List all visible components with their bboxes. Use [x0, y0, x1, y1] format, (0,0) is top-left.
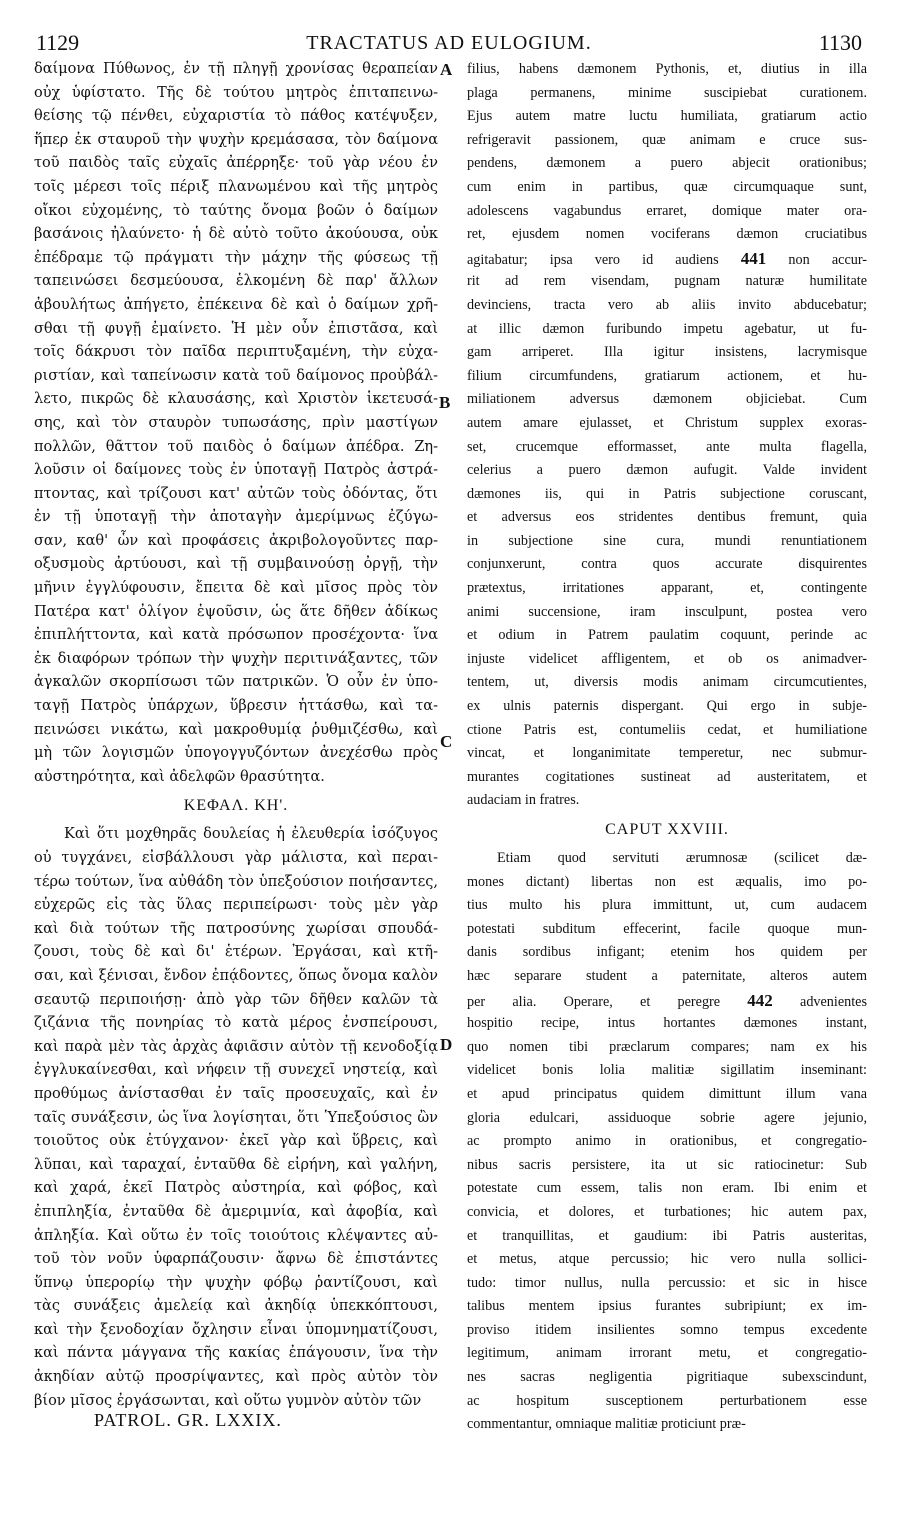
greek-paragraph-2 [34, 823, 438, 1413]
margin-letter-c: C [440, 732, 453, 751]
latin-paragraph-2 [467, 847, 867, 1437]
text-line: videlicet bonis lolia malitiæ sigillatim inseminant: [467, 1062, 867, 1079]
text-line: prætextus, irritationes apparant, et, contingente [467, 580, 867, 597]
text-line: ctione Patris est, contumeliis cedat, et humiliatione [467, 721, 867, 738]
text-line: ἐπιπληξία, ἐνταῦθα δὲ ἀμεριμνία, καὶ ἀφοβία, καὶ [34, 1203, 438, 1220]
text-line: Ejus autem matre luctu humiliata, gratiarum actio [467, 108, 867, 125]
text-line: cum enim in partibus, quæ circumquaque sunt, [467, 178, 867, 195]
text-line: celerius a puero dæmon aufugit. Valde invident [467, 462, 867, 479]
text-line: devinciens, tracta vero ab aliis invito abducebatur; [467, 296, 867, 313]
text-line: ριστίαν, καὶ ταπείνωσιν κατὰ τοῦ δαίμονος προὐβάλ- [34, 367, 438, 384]
text-line: refrigeravit passionem, quæ animam e cruce sus- [467, 131, 867, 148]
text-line: filium circumfundens, gratiarum actionem, et hu- [467, 367, 867, 384]
text-line: ὕπνῳ ὑπερορίῳ τὴν ψυχὴν φόβῳ ῥαντίζουσι, καὶ [34, 1274, 438, 1291]
text-line: μὴ τῶν λογισμῶν ὑπογογγυζόντων ἀνεχέσθω πρὸς [34, 745, 438, 762]
text-line: ἐπέδραμε τῷ πράγματι τὴν μάχην τῆς φύσεως τῇ [34, 249, 438, 266]
text-line: ἐγγλυκαίνεσθαι, καὶ νήφειν τῇ συνεχεῖ νηστείᾳ, καὶ [34, 1062, 438, 1079]
text-line: conjunxerunt, contra quos accurate disquirentes [467, 556, 867, 573]
text-line: potestate cum essem, talis non eram. Ibi enim et [467, 1180, 867, 1197]
text-line: et tranquillitas, et gaudium: ibi Patris austeritas, [467, 1227, 867, 1244]
latin-column [467, 58, 867, 1437]
text-line: πτοντας, καὶ τρίζουσι κατ' αὐτῶν τοὺς ὀδόντας, ὅτι [34, 485, 438, 502]
text-line: hæc separare student a paternitate, alteros autem [467, 967, 867, 984]
margin-letter-b: B [439, 393, 451, 412]
page-footer: PATROL. GR. LXXIX. [94, 1410, 282, 1430]
text-line: et adversus eos stridentes dentibus fremunt, quia [467, 509, 867, 526]
text-line: dæmones iis, qui in Patris subjectione coruscant, [467, 485, 867, 502]
text-line: εὐχερῶς εἰς τὰς ὕλας περιπείρωσι· τοὺς μὲν γὰρ [34, 897, 438, 914]
text-line: vincat, et longanimitate temperetur, nec submur- [467, 745, 867, 762]
text-line: miliationem adversus dæmonem objiciebat. Cum [467, 391, 867, 408]
text-line: ἐπιπλήττοντα, καὶ κατὰ πρόσωπον προσέχοντα· ἵνα [34, 627, 438, 644]
text-line: τοῦ τὸν νοῦν ὑφαρπάζουσιν· ἄφνω δὲ ἐπιστάντες [34, 1251, 438, 1268]
text-line: adolescens vagabundus erraret, domique mater ora- [467, 202, 867, 219]
text-line: quo nomen tibi præclarum compares; nam ex his [467, 1038, 867, 1055]
text-line: filius, habens dæmonem Pythonis, et, diutius in illa [467, 61, 867, 77]
text-line: τὰς συνάξεις ἀμελείᾳ καὶ ἀκηδίᾳ ὑπεκκόπτουσι, [34, 1298, 438, 1315]
text-line: Καὶ ὅτι μοχθηρᾶς δουλείας ἡ ἐλευθερία ἰσόζυγος [64, 826, 438, 843]
text-line: ζιζάνια τῆς πονηρίας τὸ κατὰ μέρος ἐνσπείρουσι, [34, 1015, 438, 1032]
text-line: ἐν τῇ ὑποταγῇ τὴν ἀποταγὴν ἀμερίμνως ἐζύγω- [34, 509, 438, 526]
text-line: nibus sacris persistere, ita ut sic ratiocinetur: Sub [467, 1156, 867, 1173]
text-line: audaciam in fratres. [467, 792, 580, 809]
text-line: ζουσι, τοὺς δὲ καὶ δι' ἑτέρων. Ἐργάσαι, καὶ κτῆ- [34, 944, 438, 961]
text-line: ἀκηδίαν αὐτῷ προσρίψαντες, καὶ πρὸς αὐτὸν τὸν [34, 1369, 438, 1386]
text-line: λετο, πικρῶς δὲ κλαυσάσης, καὶ Χριστὸν ἱκετευσά- [34, 391, 438, 408]
text-line: potestati subditum effecerint, facile quoque mun- [467, 920, 867, 937]
text-line: Etiam quod servituti ærumnosæ (scilicet dæ- [497, 850, 867, 866]
text-line: proviso itidem insilientes somno tempus excedente [467, 1321, 867, 1338]
text-line: λῦπαι, καὶ ταραχαί, ἐνταῦθα δὲ εἰρήνη, καὶ γαλήνη, [34, 1156, 438, 1173]
text-line: καὶ παρὰ μὲν τὰς ἀρχὰς ἀφιᾶσιν αὐτὸν τῇ κενοδοξίᾳ [34, 1038, 438, 1055]
text-line: βασάνοις ἠλαύνετο· ἡ δὲ αὐτὸ τοῦτο ἀκούουσα, οὐκ [34, 226, 438, 243]
text-line: per alia. Operare, et peregre 442 advenientes [467, 990, 867, 1010]
text-line: convicia, et dolores, et turbationes; hic autem pax, [467, 1203, 867, 1220]
margin-letter-d: D [440, 1035, 453, 1054]
text-line: σαι, καὶ ξένισαι, ἔνδον ἐπᾴδοντες, ὅπως ὄνομα καλὸν [34, 967, 438, 984]
page-number-right: 1130 [818, 30, 862, 55]
text-line: οξυσμοὺς ἀρτύουσι, καὶ τῇ συμβαινούσῃ ὀργῇ, τὴν [34, 556, 438, 573]
text-line: τοῖς δάκρυσι τὸν παῖδα περιπτυξαμένη, τὴν εὐχα- [34, 344, 438, 361]
text-line: καὶ διὰ τούτων τῆς πατροσύνης χωρίσαι σπουδά- [34, 920, 438, 937]
column-number: 441 [740, 248, 767, 268]
text-line: agitabatur; ipsa vero id audiens 441 non accur- [467, 248, 867, 268]
text-line: οὐ τυγχάνει, εἰσβάλλουσι γὰρ μάλιστα, καὶ περαι- [34, 850, 438, 866]
text-line: τοῖς μέρεσι τοῖς πέριξ πλανωμένου καὶ τῆς μητρὸς [34, 178, 438, 195]
text-line: danis sordibus infigant; etenim hos quidem per [467, 944, 867, 961]
text-line: plaga permanens, minime suscipiebat curationem. [467, 84, 867, 101]
text-line: rit ad rem visendam, pugnam naturæ humilitate [467, 273, 867, 290]
text-line: et metus, atque percussio; hic vero nulla sollici- [467, 1251, 867, 1268]
text-line: ταῖς συνάξεσιν, ὡς ἵνα λογίσηται, ὅτι Ὑπεξούσιος ὢν [34, 1109, 438, 1126]
greek-paragraph-1 [34, 58, 438, 789]
text-line: σθαι τῇ φυγῇ ἐμαίνετο. Ἡ μὲν οὖν ἐπιστᾶσα, καὶ [34, 320, 438, 337]
text-line: tentem, ut, diversis modis animam circumcutientes, [467, 674, 867, 691]
text-line: ac prompto animo in orationibus, et congregatio- [467, 1133, 867, 1150]
text-line: μῆνιν ἐγγλύφουσιν, ἔπειτα δὲ καὶ μῖσος πρὸς τὸν [34, 580, 438, 597]
text-line: nes sacras negligentia pigritiaque subexscindunt, [467, 1369, 867, 1386]
text-line: οὐχ ὑφίστατο. Τῆς δὲ τούτου μητρὸς ἐπιταπεινω- [34, 84, 438, 101]
text-line: αὐστηρότητα, καὶ ἀδελφῶν θρασύτητα. [34, 768, 325, 785]
text-line: at illic dæmon furibundo impetu agebatur, ut fu- [467, 320, 867, 337]
text-line: mones dictant) libertas non est æqualis, imo po- [467, 873, 867, 890]
text-line: σης, καὶ τὸν σταυρὸν τυπωσάσης, πρὶν μαστίγων [34, 414, 438, 431]
text-line: τοιοῦτος οὐκ ἐτύγχανον· ἐκεῖ γὰρ καὶ ὕβρεις, καὶ [34, 1133, 438, 1150]
text-line: πολλῶν, θᾶττον τοῦ παιδὸς ὁ δαίμων ἀπέδρα. Ζη- [34, 438, 438, 455]
greek-chapter-heading: ΚΕΦΑΛ. ΚΗ'. [183, 797, 289, 815]
text-line: talibus mentem ipsius furantes subripiunt; ex im- [467, 1298, 867, 1315]
greek-column [34, 58, 438, 1413]
text-line: et odium in Patrem paulatim coquunt, perinde ac [467, 627, 867, 644]
text-line: tudo: timor nullus, nulla percussio: et sic in hisce [467, 1274, 867, 1291]
text-line: in subjectione sine cura, mundi renuntiationem [467, 532, 867, 549]
latin-chapter-heading: CAPUT XXVIII. [605, 821, 729, 838]
text-line: legitimum, animam irrorant metu, et congregatio- [467, 1345, 867, 1362]
running-header [36, 30, 862, 56]
text-line: καὶ τὴν ξενοδοχίαν ὄχλησιν εἶναι ὑπομνηματίζουσι, [34, 1321, 438, 1338]
page-number-left: 1129 [36, 30, 80, 55]
text-line: Πατέρα κατ' ὀλίγον ἑψοῦσιν, ὡς ἅτε δῆθεν ἀδίκως [34, 603, 438, 620]
text-line: λοῦσιν οἱ δαίμονες τοὺς ἐν ὑποταγῇ Πατρὸς ἀστρά- [34, 462, 438, 479]
text-line: autem amare ejulasset, et Christum supplex exoras- [467, 414, 867, 431]
text-line: ταγῇ Πατρὸς ὑπάρχων, ὕβρεσιν ἡττάσθω, καὶ τα- [34, 698, 438, 715]
text-line: ταπεινώσει δεσμεύουσα, ἑλκομένη δὲ παρ' ἄλλων [34, 273, 438, 290]
text-line: set, crucemque efformasset, ante multa flagella, [467, 438, 867, 455]
text-line: τοῦ παιδὸς ταῖς εὐχαῖς ἀπέρρηξε· τοῦ γὰρ νέου ἐν [34, 155, 438, 172]
text-line: οἴκοι εὐχομένης, τὸ ταύτης ὄνομα βοῶν ὁ δαίμων [34, 202, 438, 219]
text-line: θείσης τῷ πένθει, εὐχαριστία τὸ πάθος κατέψυξεν, [34, 108, 438, 125]
text-line: σαν, καθ' ὧν καὶ προφάσεις ἀκριβολογοῦντες παρ- [34, 532, 438, 549]
text-line: animi succensione, iram insculpunt, postea vero [467, 603, 867, 620]
text-line: ret, ejusdem nomen vociferans dæmon cruciatibus [467, 226, 867, 243]
margin-letter-a: A [440, 60, 453, 79]
text-line: βίον μῖσος ἐργάσωνται, καὶ οὕτω γυμνὸν αὐτὸν τῶν [34, 1392, 422, 1409]
text-line: ἀβουλήτως ἀπήγετο, ἐπέκεινα δὲ καὶ ὁ δαίμων χρῆ- [34, 296, 438, 313]
text-line: ἀπληξία. Καὶ οὕτω ἐν τοῖς τοιούτοις κλέψαντες αὐ- [34, 1227, 438, 1244]
column-number: 442 [747, 990, 773, 1010]
text-line: ἥπερ ἐκ σταυροῦ τὴν ψυχὴν κρεμάσασα, τὸν δαίμονα [34, 131, 438, 148]
text-line: ac hospitum susceptionem perturbationem esse [467, 1392, 867, 1409]
latin-paragraph-1 [467, 58, 867, 813]
text-line: καὶ πάντα μάγγανα τῆς κακίας ἐπάγουσιν, ἵνα τὴν [34, 1345, 438, 1362]
text-line: τέρω τούτων, ἵνα αὐθάδη τὸν ὑπεξούσιον ποιήσαντες, [34, 873, 438, 890]
text-line: et apud principatus quidem dimittunt illum vana [467, 1085, 867, 1102]
text-line: ἐκ διαφόρων τρόπων τὴν ψυχὴν περιτινάξαντες, τῶν [34, 650, 438, 667]
text-line: προθύμως ἀνίστασθαι ἐν ταῖς προσευχαῖς, καὶ ἐν [34, 1085, 438, 1102]
text-line: ἀγκαλῶν σκορπίσωσι τῶν πατρικῶν. Ὁ οὖν ἐν ὑπο- [34, 674, 438, 691]
text-line: commentantur, omniaque malitiæ proticiunt præ- [467, 1416, 746, 1433]
text-line: καὶ χαρά, ἐκεῖ Πατρὸς αὐστηρία, καὶ φόβος, καὶ [34, 1180, 438, 1197]
text-line: σεαυτῷ περιποιήσῃ· ἀπὸ γὰρ τῶν δῆθεν καλῶν τὰ [34, 991, 438, 1008]
text-line: πεινώσει νικάτω, καὶ μακροθυμίᾳ ῥυθμιζέσθω, καὶ [34, 721, 438, 738]
running-title: TRACTATUS AD EULOGIUM. [306, 32, 592, 54]
text-line: pendens, dæmonem a puero abjecit orationibus; [467, 155, 867, 172]
text-line: δαίμονα Πύθωνος, ἐν τῇ πληγῇ χρονίσας θεραπείαν [34, 61, 438, 77]
text-line: hospitio recipe, intus hortantes dæmones instant, [467, 1015, 867, 1032]
text-line: gam arriperet. Illa igitur insistens, lacrymisque [467, 344, 867, 361]
text-line: ex ulnis paternis dispergant. Qui ergo in subje- [467, 698, 867, 715]
text-line: injuste videlicet affligentem, et ob os animadver- [467, 650, 867, 667]
text-line: murantes cogitationes sustineat ad austeritatem, et [467, 768, 867, 785]
text-line: tius multo his plura immittunt, ut, cum audacem [467, 897, 867, 914]
text-line: gloria edulcari, assiduoque sobrie agere jejunio, [467, 1109, 867, 1126]
